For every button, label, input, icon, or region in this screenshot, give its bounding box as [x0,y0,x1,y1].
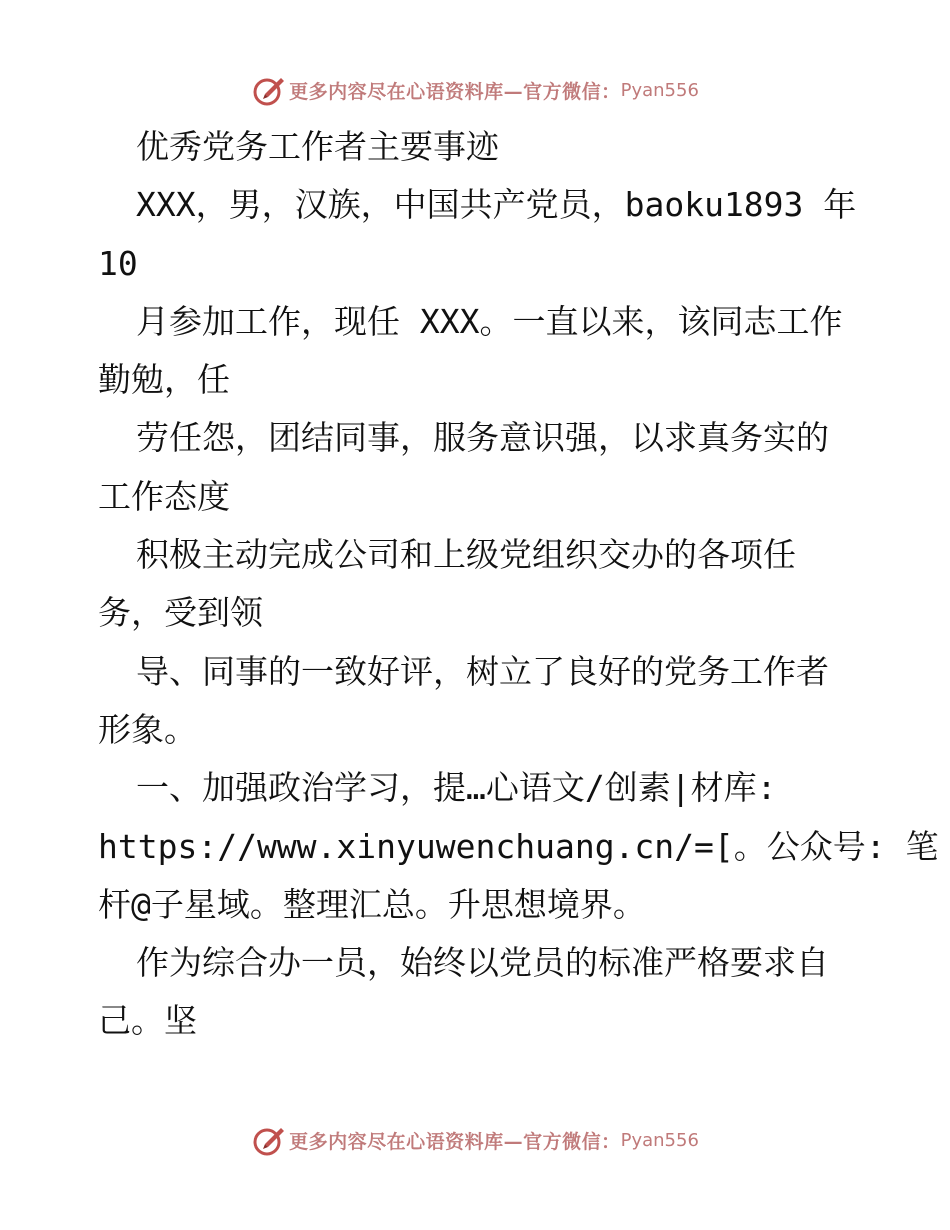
document-line: 10 [98,243,138,283]
document-line: 导、同事的一致好评，树立了良好的党务工作者 [136,651,829,691]
pen-nib-logo-icon [251,72,287,108]
document-line: 劳任怨，团结同事，服务意识强，以求真务实的 [136,418,829,458]
watermark-text: 更多内容尽在心语资料库—官方微信： [289,1130,621,1153]
document-line: 月参加工作，现任 XXX。一直以来，该同志工作 [136,301,843,341]
document-line: 形象。 [98,709,197,749]
document-line: 杆@子星域。整理汇总。升思想境界。 [98,884,646,924]
document-body [98,118,939,1051]
document-line: XXX，男，汉族，中国共产党员，baoku1893 年 [136,185,857,225]
wechat-id: Pyan556 [620,79,699,101]
document-line: 作为综合办一员，始终以党员的标准严格要求自 [136,943,829,983]
footer-watermark-banner [0,1120,950,1160]
document-line: https://www.xinyuwenchuang.cn/=[。公众号: 笔 [98,826,939,866]
watermark-text: 更多内容尽在心语资料库—官方微信： [289,80,621,103]
document-line: 积极主动完成公司和上级党组织交办的各项任 [136,535,796,575]
document-line: 勤勉，任 [98,360,230,400]
document-line: 务，受到领 [98,593,263,633]
document-line: 优秀党务工作者主要事迹 [136,127,499,166]
pen-nib-logo-icon [251,1122,287,1158]
document-line: 工作态度 [98,476,230,516]
wechat-id: Pyan556 [620,1129,699,1151]
header-watermark-banner [0,70,950,110]
document-line: 己。坚 [98,1001,197,1041]
document-line: 一、加强政治学习，提…心语文/创素|材库: [136,768,777,808]
